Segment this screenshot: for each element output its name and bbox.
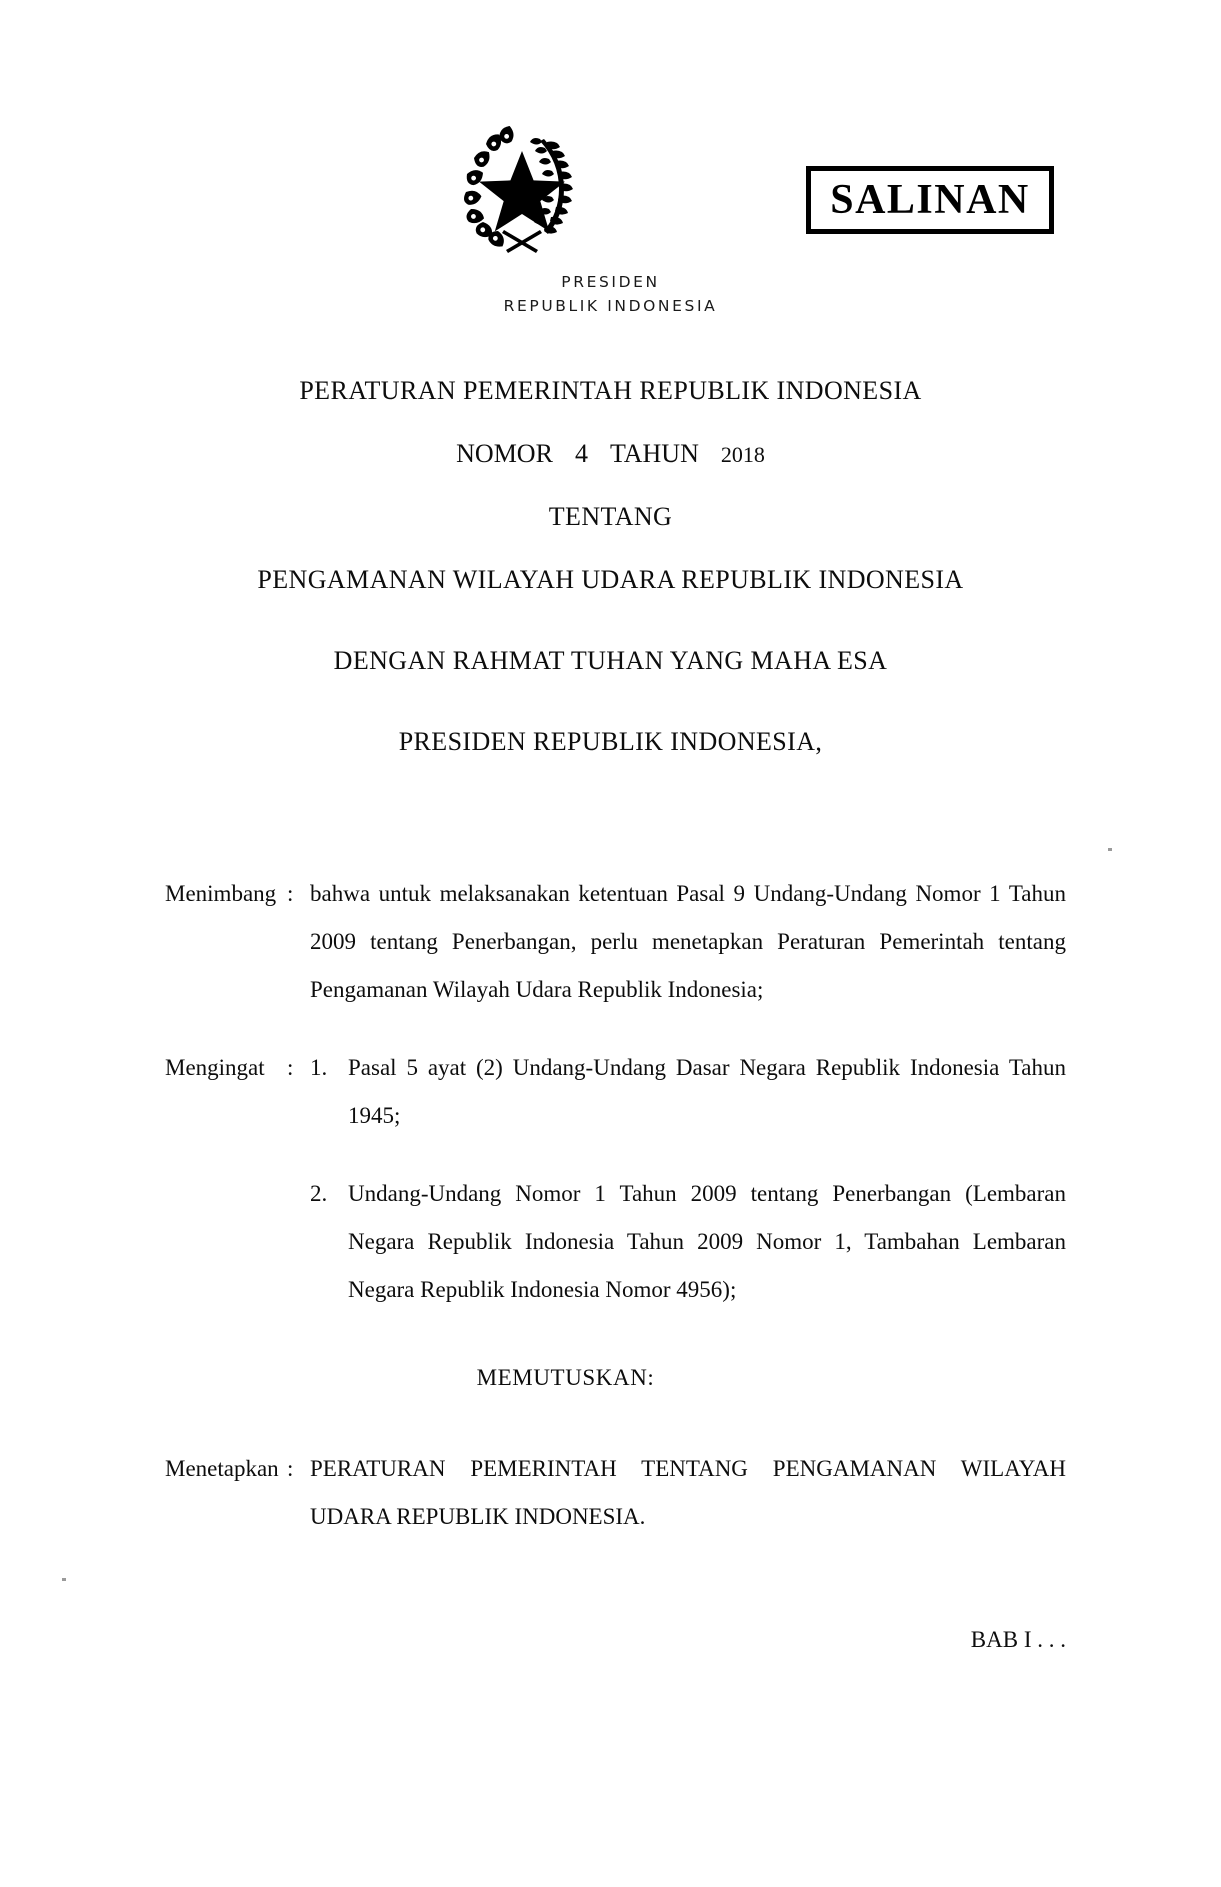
- issuing-authority-line: PRESIDEN REPUBLIK INDONESIA,: [398, 727, 823, 756]
- menetapkan-text: [310, 1445, 1066, 1541]
- caption-line-presiden: PRESIDEN: [561, 273, 660, 291]
- regulation-type-title: PERATURAN PEMERINTAH REPUBLIK INDONESIA: [299, 376, 922, 405]
- list-item-text: Pasal 5 ayat (2) Undang-Undang Dasar Negara Republik Indonesia Tahun 1945;: [348, 1055, 1066, 1128]
- nomor-label: NOMOR: [456, 439, 553, 468]
- memutuskan-heading: MEMUTUSKAN:: [476, 1365, 655, 1390]
- page-catchword: BAB I . . .: [970, 1627, 1066, 1652]
- menimbang-label: Menimbang: [165, 881, 277, 906]
- list-item: [310, 1170, 1066, 1314]
- menimbang-text: [310, 870, 1066, 1014]
- tahun-value: 2018: [720, 442, 765, 467]
- menetapkan-paragraph: PERATURAN PEMERINTAH TENTANG PENGAMANAN WILAYAH UDARA REPUBLIK INDONESIA.: [310, 1456, 1066, 1529]
- list-item: [310, 1044, 1066, 1140]
- menimbang-colon: :: [287, 881, 294, 906]
- menetapkan-clause: [0, 1445, 1221, 1541]
- mengingat-clause: [0, 1044, 1221, 1314]
- nomor-value: 4: [574, 439, 588, 468]
- regulation-subject: PENGAMANAN WILAYAH UDARA REPUBLIK INDONESIA: [257, 565, 964, 594]
- list-item-marker: 2.: [310, 1181, 328, 1206]
- considerans-body: [0, 870, 1221, 1571]
- menetapkan-label: Menetapkan: [165, 1456, 279, 1481]
- list-item-marker: 1.: [310, 1055, 328, 1080]
- caption-line-republik-indonesia: REPUBLIK INDONESIA: [503, 297, 718, 316]
- regulation-title-block: [0, 378, 1221, 755]
- invocation-line: DENGAN RAHMAT TUHAN YANG MAHA ESA: [333, 646, 888, 675]
- mengingat-colon: :: [287, 1055, 294, 1080]
- tahun-label: TAHUN: [609, 439, 699, 468]
- scan-speck: [62, 1578, 66, 1581]
- document-header: [0, 118, 1221, 338]
- mengingat-text: [310, 1044, 1066, 1314]
- garuda-star-wreath-emblem: [452, 118, 592, 258]
- regulation-number-line: [0, 441, 1221, 467]
- tentang-heading: TENTANG: [548, 502, 673, 531]
- salinan-stamp-label: SALINAN: [830, 177, 1030, 223]
- menimbang-clause: [0, 870, 1221, 1014]
- mengingat-list: [310, 1044, 1066, 1314]
- mengingat-label: Mengingat: [165, 1055, 265, 1080]
- list-item-text: Undang-Undang Nomor 1 Tahun 2009 tentang Penerbangan (Lembaran Negara Republik Indonesia Tahun 2009 Nomor 1, Tambahan Lembaran Negara Republik Indonesia Nomor 4956);: [348, 1181, 1066, 1302]
- salinan-stamp: [806, 166, 1054, 234]
- presiden-republik-indonesia-caption: [0, 270, 1221, 318]
- scan-speck: [1108, 848, 1112, 851]
- menimbang-paragraph: bahwa untuk melaksanakan ketentuan Pasal 9 Undang-Undang Nomor 1 Tahun 2009 tentang Penerbangan, perlu menetapkan Peraturan Pemerintah tentang Pengamanan Wilayah Udara Republik Indonesia;: [310, 881, 1066, 1002]
- menetapkan-colon: :: [287, 1456, 294, 1481]
